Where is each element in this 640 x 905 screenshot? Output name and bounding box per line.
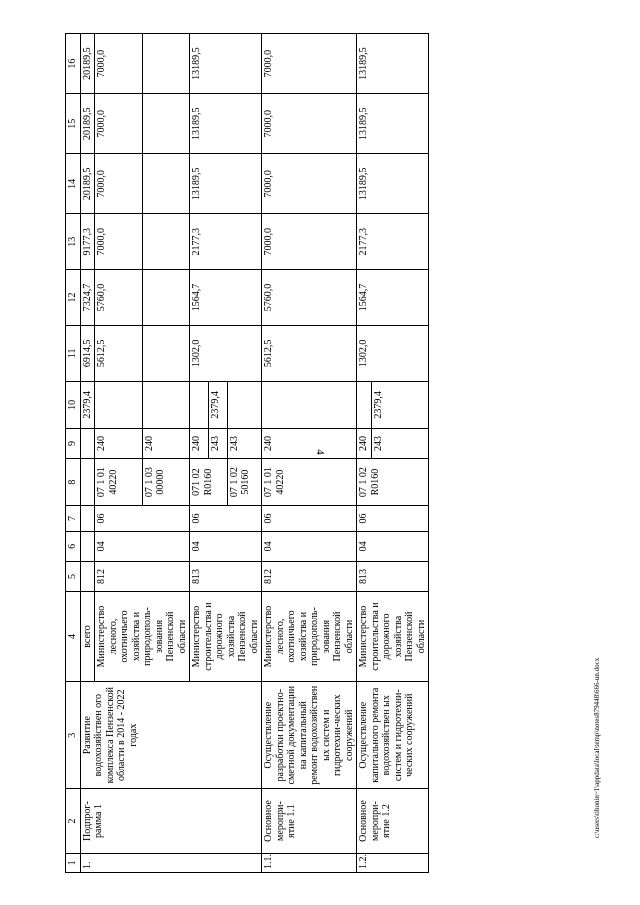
row-number: 1.	[80, 853, 262, 872]
header-cell: 1	[66, 853, 81, 872]
cell: 7000,0	[262, 33, 357, 93]
cell: 1564,7	[357, 269, 429, 325]
header-cell: 7	[66, 505, 81, 531]
cell	[262, 381, 357, 428]
cell: 7000,0	[262, 213, 357, 269]
cell: 07 1 01 40220	[95, 458, 143, 505]
cell: 07 1 03 00000	[142, 458, 190, 505]
cell: 7000,0	[95, 213, 143, 269]
row-type: Основное меропри-ятие 1.1	[262, 788, 357, 852]
cell: 243	[371, 428, 386, 457]
cell: 813	[190, 561, 262, 591]
cell: 240	[262, 428, 357, 458]
cell: 6914,5	[80, 325, 95, 381]
header-cell: 16	[66, 33, 81, 93]
cell: 1302,0	[357, 325, 429, 381]
cell: 20189,5	[80, 33, 95, 93]
cell: 13189,5	[190, 153, 262, 213]
cell: 13189,5	[190, 93, 262, 153]
header-cell: 9	[66, 428, 81, 458]
cell: 04	[262, 531, 357, 561]
cell: 812	[262, 561, 357, 591]
cell: 13189,5	[190, 33, 262, 93]
cell: 07 1 02 R0160	[357, 458, 429, 505]
cell: 812	[95, 561, 190, 591]
row-name: Осуществление разработки проектно-сметной документации на капитальный ремонт водохозяйствен ых систем и гидротехни-ческих сооружений	[262, 681, 357, 788]
cell: 240	[95, 428, 143, 458]
cell: 243	[227, 428, 261, 458]
file-path: c:\users\tihonin~1\appdata\local\temp\notes879448\666-un.docx	[593, 657, 601, 839]
budget-table	[65, 33, 429, 873]
row-number: 1.2.	[357, 853, 429, 872]
row-name: Развитие водохозяйствен ого комплекса Пензенской области в 2014 - 2022 годах	[80, 681, 262, 788]
rotated-table-container	[65, 33, 575, 873]
cell: 240	[358, 435, 369, 451]
table-row	[80, 33, 95, 872]
cell: 06	[262, 505, 357, 531]
cell: 20189,5	[80, 93, 95, 153]
cell: 1564,7	[190, 269, 262, 325]
cell: 5612,5	[262, 325, 357, 381]
cell: 9177,3	[80, 213, 95, 269]
header-cell: 2	[66, 788, 81, 852]
cell-split	[357, 381, 429, 428]
org-name: Министерство лесного, охотничьего хозяйства и природополь-зования Пензенской области	[262, 591, 357, 681]
cell: 04	[95, 531, 190, 561]
cell: 240	[190, 428, 209, 458]
header-cell: 10	[66, 381, 81, 428]
table-row	[262, 33, 357, 872]
header-cell: 12	[66, 269, 81, 325]
header-cell: 13	[66, 213, 81, 269]
cell: 071 02 R0160	[190, 458, 228, 505]
row-type: Основное меропри-ятие 1.2	[357, 788, 429, 852]
cell: 7000,0	[95, 153, 143, 213]
header-cell: 4	[66, 591, 81, 681]
cell: 13189,5	[357, 153, 429, 213]
cell: 13189,5	[357, 33, 429, 93]
header-cell: 11	[66, 325, 81, 381]
cell: 243	[208, 428, 227, 458]
cell: 04	[357, 531, 429, 561]
header-cell: 15	[66, 93, 81, 153]
cell: 7000,0	[262, 153, 357, 213]
header-row	[66, 33, 81, 872]
page-number: 4	[314, 449, 326, 455]
cell: 07 1 01 40220	[262, 458, 357, 505]
cell: 7000,0	[95, 33, 143, 93]
header-cell: 6	[66, 531, 81, 561]
header-cell: 8	[66, 458, 81, 505]
cell: 5760,0	[262, 269, 357, 325]
cell: 2379,4	[208, 381, 227, 428]
cell: 2177,3	[190, 213, 262, 269]
cell: 20189,5	[80, 153, 95, 213]
header-cell: 3	[66, 681, 81, 788]
cell: 04	[190, 531, 262, 561]
header-cell: 14	[66, 153, 81, 213]
cell: 7000,0	[262, 93, 357, 153]
cell-split	[357, 428, 429, 458]
cell: 2379,4	[80, 381, 95, 428]
cell: 7324,7	[80, 269, 95, 325]
total-label: всего	[80, 591, 95, 681]
org-name: Министерство лесного, охотничьего хозяйства и природополь-зования Пензенской области	[95, 591, 190, 681]
row-number: 1.1.	[262, 853, 357, 872]
cell: 2177,3	[357, 213, 429, 269]
cell: 06	[95, 505, 190, 531]
row-name: Осуществление капитального ремонта водохозяйствен ых систем и гидротехни-ческих сооружений	[357, 681, 429, 788]
cell: 813	[357, 561, 429, 591]
org-name: Министерство строительства и дорожного хозяйства Пензенской области	[357, 591, 429, 681]
cell: 13189,5	[357, 93, 429, 153]
cell: 06	[357, 505, 429, 531]
cell: 5760,0	[95, 269, 143, 325]
org-name: Министерство строительства и дорожного хозяйства Пензенской области	[190, 591, 262, 681]
header-cell: 5	[66, 561, 81, 591]
cell: 5612,5	[95, 325, 143, 381]
cell: 240	[142, 428, 190, 458]
row-type: Подпрог-рамма 1	[80, 788, 262, 852]
table-row	[357, 33, 429, 872]
cell	[95, 381, 143, 428]
cell: 7000,0	[95, 93, 143, 153]
cell: 2379,4	[371, 381, 386, 427]
cell: 07 1 02 50160	[227, 458, 261, 505]
cell: 1302,0	[190, 325, 262, 381]
cell: 06	[190, 505, 262, 531]
